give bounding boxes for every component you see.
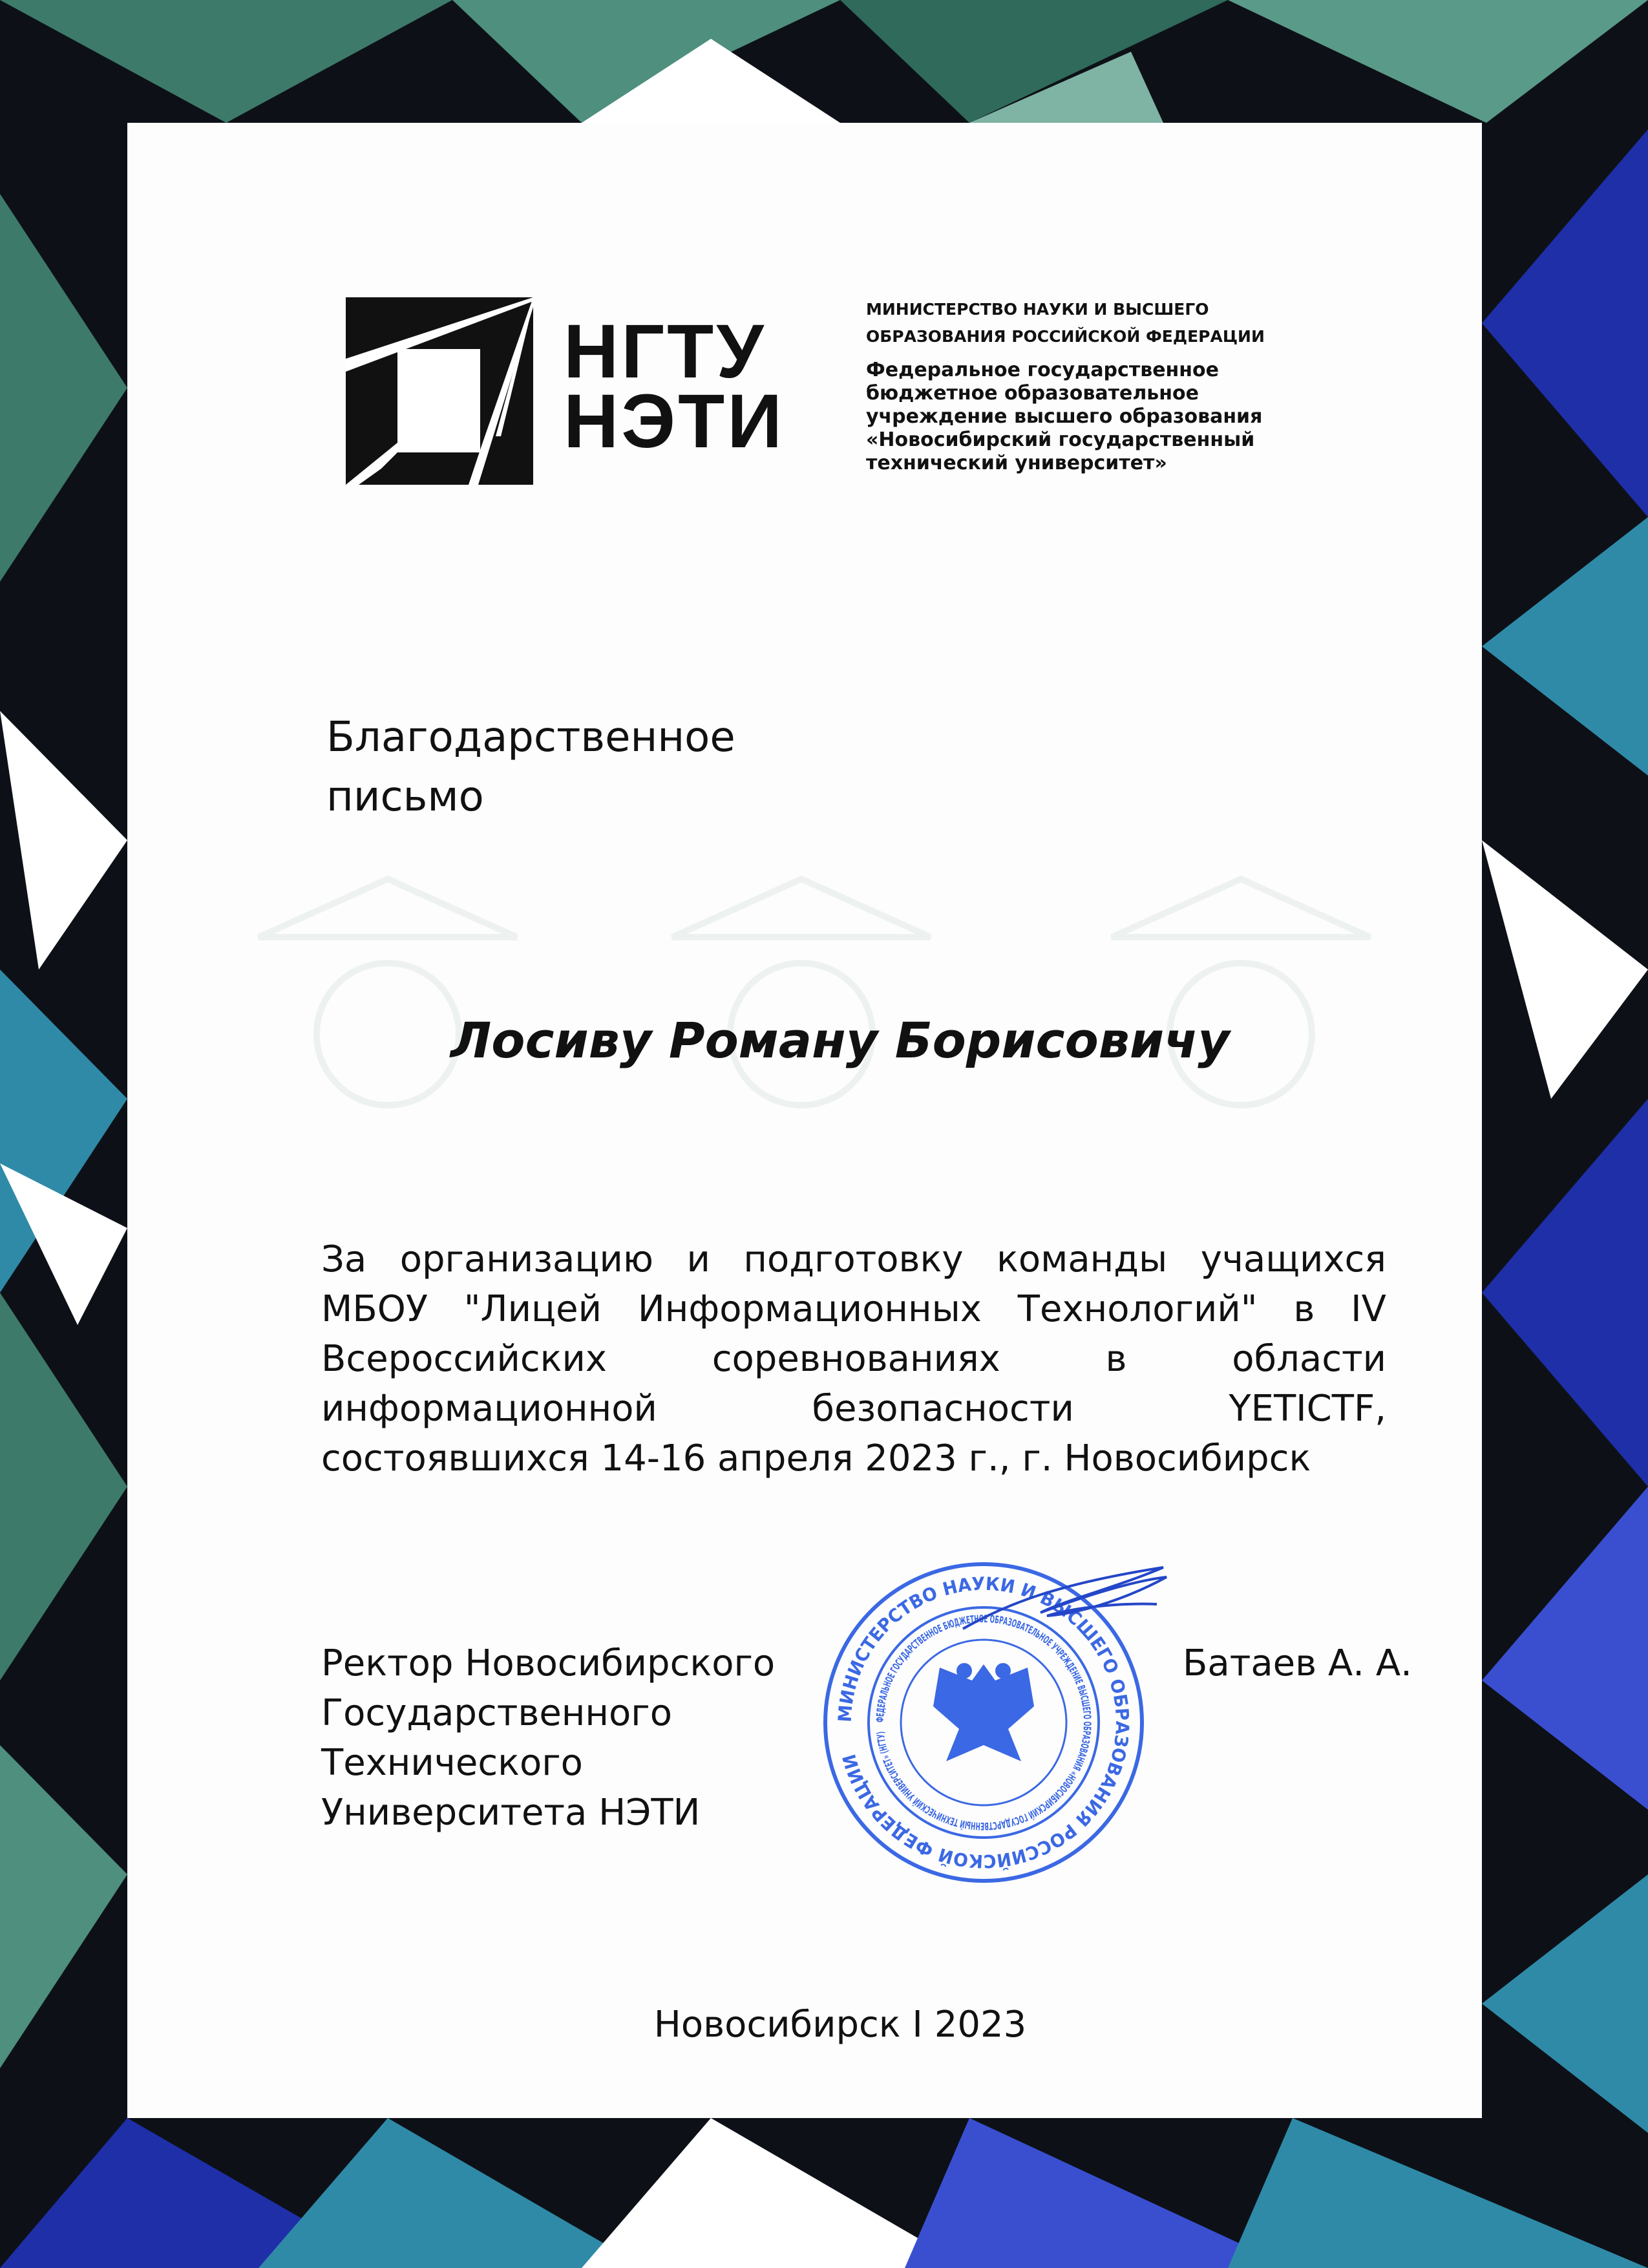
logo-line-1: НГТУ bbox=[564, 309, 766, 394]
ministry-heading bbox=[866, 296, 1265, 350]
ministry-line: ОБРАЗОВАНИЯ РОССИЙСКОЙ ФЕДЕРАЦИИ bbox=[866, 327, 1265, 346]
body-line: Всероссийских соревнованиях в области bbox=[321, 1338, 1386, 1380]
stamp-inner-text: ФЕДЕРАЛЬНОЕ ГОСУДАРСТВЕННОЕ БЮДЖЕТНОЕ ОБРАЗОВАТЕЛЬНОЕ УЧРЕЖДЕНИЕ ВЫСШЕГО ОБРАЗОВАНИЯ «НОВОСИБИРСКИЙ ГОСУДАРСТВЕННЫЙ ТЕХНИЧЕСКИЙ УНИВЕРСИТЕТ» (НГТУ) bbox=[873, 1612, 1094, 1833]
logo-wordmark bbox=[564, 309, 785, 464]
stamp-outer-text: МИНИСТЕРСТВО НАУКИ И ВЫСШЕГО ОБРАЗОВАНИЯ РОССИЙСКОЙ ФЕДЕРАЦИИ bbox=[834, 1573, 1134, 1872]
body-line: состоявшихся 14-16 апреля 2023 г., г. Новосибирск bbox=[321, 1437, 1311, 1479]
title-line: Благодарственное bbox=[326, 714, 735, 761]
eagle-emblem-icon bbox=[933, 1663, 1034, 1761]
document-title bbox=[326, 708, 735, 827]
signatory-line: Ректор Новосибирского bbox=[321, 1642, 776, 1684]
title-line: письмо bbox=[326, 773, 484, 821]
ministry-line: МИНИСТЕРСТВО НАУКИ И ВЫСШЕГО bbox=[866, 300, 1209, 319]
organization-name bbox=[866, 359, 1262, 475]
signatory-line: Технического bbox=[321, 1742, 583, 1784]
logo-line-2: НЭТИ bbox=[564, 379, 785, 464]
org-line: бюджетное образовательное bbox=[866, 382, 1199, 405]
signatory-line: Университета НЭТИ bbox=[321, 1792, 701, 1834]
signatory-name: Батаев А. А. bbox=[1183, 1642, 1412, 1684]
org-line: технический университет» bbox=[866, 452, 1167, 474]
org-line: «Новосибирский государственный bbox=[866, 429, 1255, 451]
signatory-title bbox=[321, 1638, 775, 1838]
body-line: За организацию и подготовку команды учащихся bbox=[321, 1238, 1386, 1280]
org-line: учреждение высшего образования bbox=[866, 405, 1263, 428]
recipient-name: Лосиву Роману Борисовичу bbox=[450, 1012, 1230, 1069]
body-text bbox=[321, 1235, 1386, 1483]
body-line: информационной безопасности YETICTF, bbox=[321, 1388, 1386, 1430]
org-line: Федеральное государственное bbox=[866, 359, 1219, 381]
signatory-line: Государственного bbox=[321, 1692, 672, 1734]
footer-place-year: Новосибирск I 2023 bbox=[653, 2004, 1027, 2046]
body-line: МБОУ "Лицей Информационных Технологий" в IV bbox=[321, 1288, 1386, 1330]
university-logo-icon bbox=[346, 297, 533, 485]
handwritten-signature bbox=[956, 1564, 1170, 1635]
